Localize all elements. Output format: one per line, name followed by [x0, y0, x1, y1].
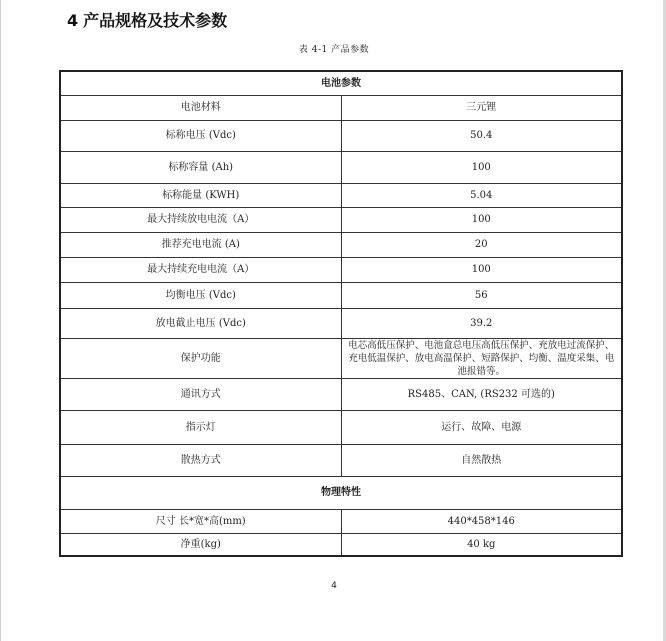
group-header-row	[60, 476, 622, 509]
table-row	[60, 444, 622, 476]
row-label: 推荐充电电流 (A)	[60, 232, 341, 257]
table-row	[60, 308, 622, 338]
row-value: 50.4	[341, 120, 622, 151]
row-label: 净重(kg)	[60, 533, 341, 556]
row-label: 散热方式	[60, 444, 341, 476]
row-value: 20	[341, 232, 622, 257]
row-label: 均衡电压 (Vdc)	[60, 282, 341, 308]
row-value: 三元锂	[341, 95, 622, 120]
row-label: 通讯方式	[60, 378, 341, 410]
table-caption: 表 4-1 产品参数	[298, 45, 370, 55]
table-row	[60, 120, 622, 151]
row-label: 最大持续充电电流（A）	[60, 257, 341, 282]
table-row	[60, 151, 622, 183]
row-value: 56	[341, 282, 622, 308]
row-value: 电芯高低压保护、电池盒总电压高低压保护、充放电过流保护、充电低温保护、放电高温保护、短路保护、均衡、温度采集、电池报错等。	[341, 338, 622, 378]
row-value: 100	[341, 207, 622, 232]
row-value: RS485、CAN, (RS232 可选的)	[341, 378, 622, 410]
row-label: 尺寸 长*宽*高(mm)	[60, 509, 341, 533]
row-label: 标称容量 (Ah)	[60, 151, 341, 183]
group-title-physical: 物理特性	[60, 476, 622, 509]
section-title: 产品规格及技术参数	[83, 11, 228, 30]
table-row	[60, 410, 622, 444]
row-label: 指示灯	[60, 410, 341, 444]
table-row	[60, 338, 622, 378]
row-label: 最大持续放电电流（A）	[60, 207, 341, 232]
table-row	[60, 95, 622, 120]
table-row	[60, 183, 622, 207]
section-number: 4	[67, 11, 79, 30]
row-label: 电池材料	[60, 95, 341, 120]
row-label: 标称电压 (Vdc)	[60, 120, 341, 151]
row-value: 100	[341, 151, 622, 183]
table-row	[60, 207, 622, 232]
row-value: 100	[341, 257, 622, 282]
table-row	[60, 257, 622, 282]
table-row	[60, 509, 622, 533]
table-row	[60, 232, 622, 257]
table-row	[60, 282, 622, 308]
page-number: 4	[331, 581, 337, 591]
row-value: 自然散热	[341, 444, 622, 476]
row-label: 标称能量 (KWH)	[60, 183, 341, 207]
row-value: 5.04	[341, 183, 622, 207]
group-header-row	[60, 71, 622, 95]
table-row	[60, 533, 622, 556]
row-label: 保护功能	[60, 338, 341, 378]
row-value: 运行、故障、电源	[341, 410, 622, 444]
row-value: 40 kg	[341, 533, 622, 556]
row-value: 440*458*146	[341, 509, 622, 533]
table-row	[60, 378, 622, 410]
row-value: 39.2	[341, 308, 622, 338]
spec-table	[59, 70, 623, 557]
section-heading	[67, 8, 227, 31]
group-title-battery: 电池参数	[60, 71, 622, 95]
row-label: 放电截止电压 (Vdc)	[60, 308, 341, 338]
